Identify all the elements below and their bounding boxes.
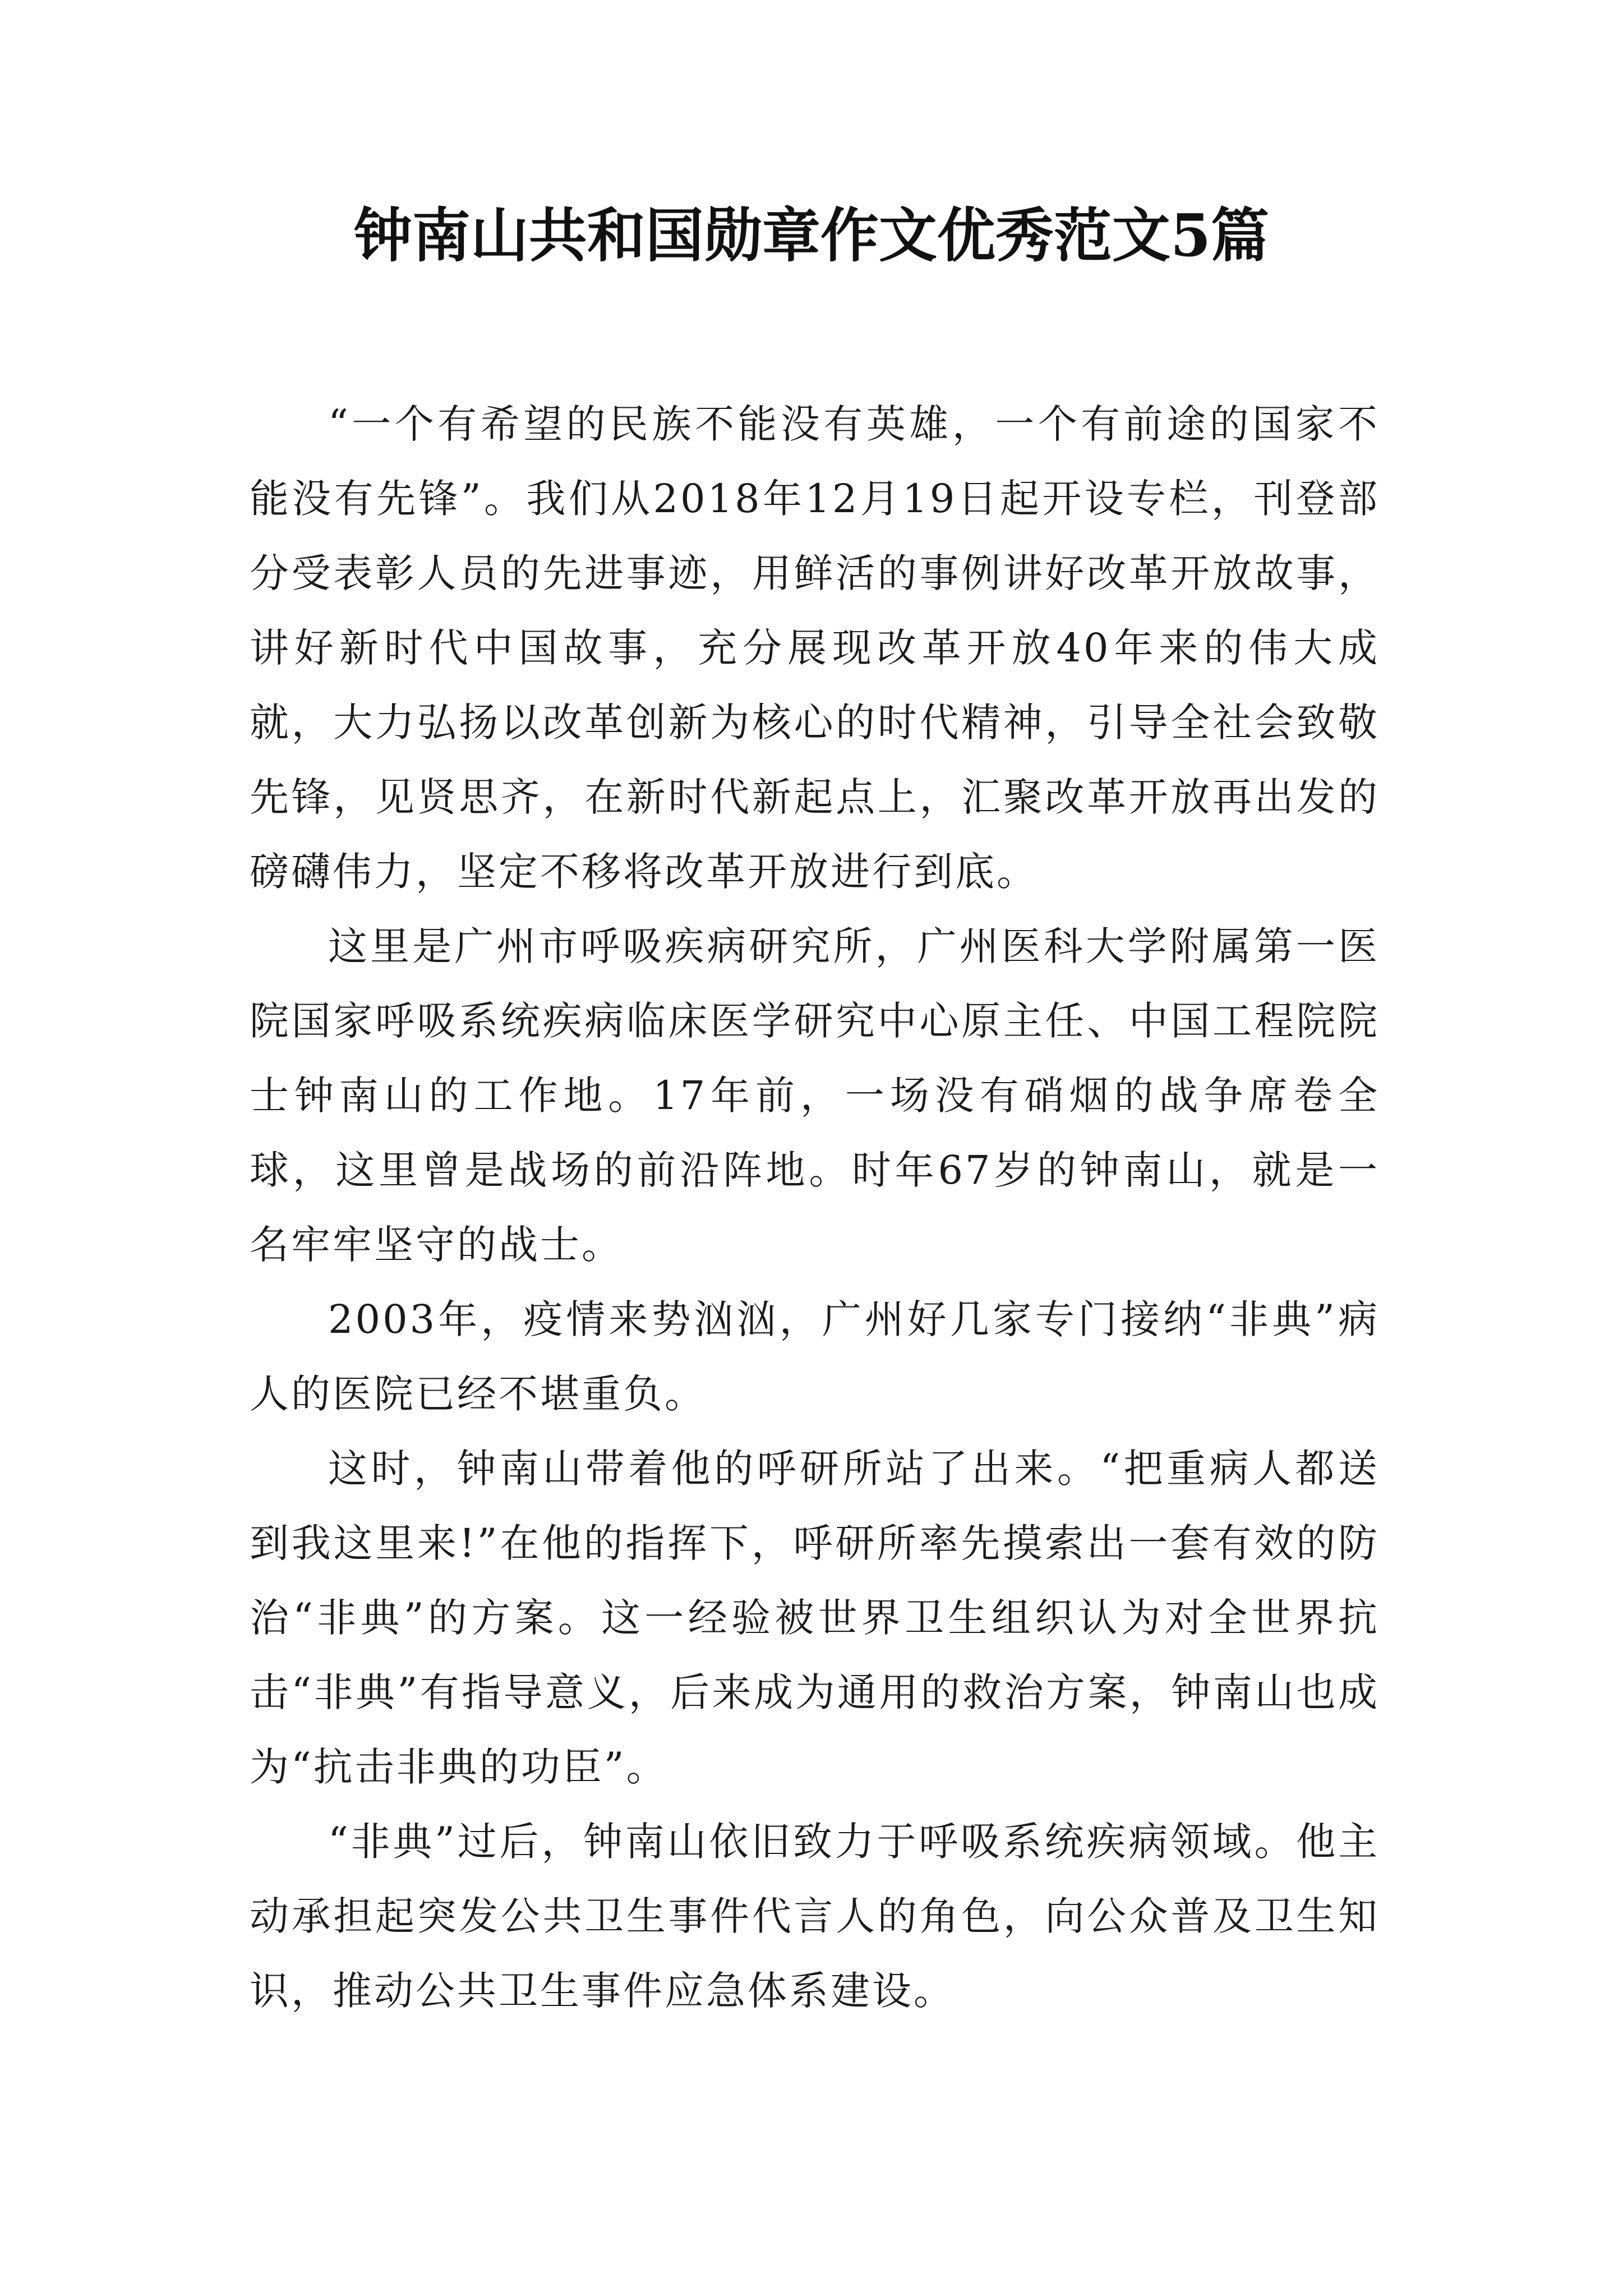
paragraph-4: 这时，钟南山带着他的呼研所站了出来。“把重病人都送到我这里来!”在他的指挥下，呼研所率先摸索出一套有效的防治“非典”的方案。这一经验被世界卫生组织认为对全世界抗击“非典”有指导意义，后来成为通用的救治方案，钟南山也成为“抗击非典的功臣”。 [250,1446,1380,1790]
paragraph-1: “一个有希望的民族不能没有英雄，一个有前途的国家不能没有先锋”。我们从2018年12月19日起开设专栏，刊登部分受表彰人员的先进事迹，用鲜活的事例讲好改革开放故事，讲好新时代中国故事，充分展现改革开放40年来的伟大成就，大力弘扬以改革创新为核心的时代精神，引导全社会致敬先锋，见贤思齐，在新时代新起点上，汇聚改革开放再出发的磅礴伟力，坚定不移将改革开放进行到底。 [250,401,1380,895]
document-body [250,387,1380,2028]
paragraph-3: 2003年，疫情来势汹汹，广州好几家专门接纳“非典”病人的医院已经不堪重负。 [250,1296,1380,1417]
paragraph-2: 这里是广州市呼吸疾病研究所，广州医科大学附属第一医院国家呼吸系统疾病临床医学研究中心原主任、中国工程院院士钟南山的工作地。17年前，一场没有硝烟的战争席卷全球，这里曾是战场的前沿阵地。时年67岁的钟南山，就是一名牢牢坚守的战士。 [250,923,1380,1268]
document-title: 钟南山共和国勋章作文优秀范文5篇 [353,201,1270,270]
paragraph-5: “非典”过后，钟南山依旧致力于呼吸系统疾病领域。他主动承担起突发公共卫生事件代言人的角色，向公众普及卫生知识，推动公共卫生事件应急体系建设。 [250,1819,1380,2014]
